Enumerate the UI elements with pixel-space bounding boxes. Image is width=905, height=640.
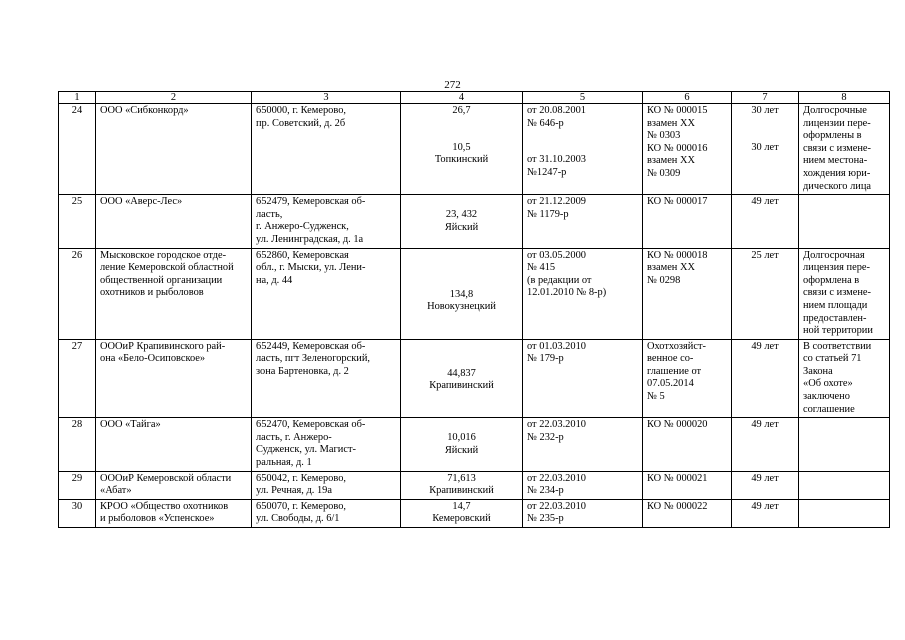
hunting-grounds-table: [58, 91, 890, 528]
license-cell: [643, 418, 732, 471]
district-name: Яйский: [444, 221, 479, 233]
district-name: Новокузнецкий: [427, 301, 496, 313]
organization-line: КРОО «Общество охотников: [100, 500, 229, 512]
order-cell: [523, 195, 643, 248]
order-line: от 22.03.2010: [527, 472, 586, 484]
note-line: лицензия пере-: [803, 262, 870, 274]
table-row: [59, 195, 890, 248]
area-cell: [401, 195, 523, 248]
license-line: № 5: [647, 391, 665, 403]
note-line: оформлена в: [803, 274, 860, 286]
table-row: [59, 248, 890, 339]
note-line: Долгосрочная: [803, 249, 865, 261]
term-cell: [732, 339, 799, 418]
organization-line: ООО «Аверс-Лес»: [100, 196, 183, 208]
table-row: [59, 104, 890, 195]
order-cell: [523, 104, 643, 195]
area-value: 10,5: [452, 141, 471, 153]
area-value: 71,613: [447, 472, 476, 484]
district-name: Крапивинский: [429, 380, 494, 392]
area-value: 26,7: [452, 105, 471, 116]
term-value: 30 лет: [751, 105, 779, 116]
row-number: 29: [59, 471, 96, 499]
note-line: нием местона-: [803, 155, 868, 167]
license-line: взамен ХХ: [647, 117, 695, 129]
note-cell: [799, 195, 890, 248]
organization-cell: [96, 499, 252, 527]
district-name: Яйский: [444, 444, 479, 456]
table-row: [59, 471, 890, 499]
organization-cell: [96, 339, 252, 418]
order-cell: [523, 339, 643, 418]
order-line: № 235-р: [527, 513, 564, 525]
column-header: 4: [401, 92, 523, 104]
note-line: связи с измене-: [803, 142, 871, 154]
note-line: связи с измене-: [803, 287, 871, 299]
term-value: 30 лет: [751, 141, 779, 153]
order-line: от 21.12.2009: [527, 196, 586, 208]
page-number: 272: [444, 79, 461, 91]
order-cell: [523, 248, 643, 339]
organization-cell: [96, 471, 252, 499]
organization-line: она «Бело-Осиповское»: [100, 353, 206, 365]
address-line: на, д. 44: [256, 274, 293, 286]
note-cell: [799, 104, 890, 195]
header-row: [59, 92, 890, 104]
address-cell: [252, 418, 401, 471]
address-line: ул. Речная, д. 19а: [256, 485, 332, 497]
organization-line: ление Кемеровской областной: [100, 262, 234, 274]
row-number: 26: [59, 248, 96, 339]
area-cell: [401, 418, 523, 471]
note-line: хождения юри-: [803, 167, 871, 179]
address-line: Судженск, ул. Магист-: [256, 444, 356, 456]
license-line: КО № 000018: [647, 249, 708, 261]
address-line: ласть, г. Анжеро-: [256, 431, 332, 443]
note-cell: [799, 418, 890, 471]
address-line: 650000, г. Кемерово,: [256, 105, 347, 116]
area-cell: [401, 471, 523, 499]
note-line: заключено: [803, 391, 850, 403]
area-value: 44,837: [447, 367, 476, 379]
license-line: глашение от: [647, 365, 702, 377]
organization-line: ООО «Сибконкорд»: [100, 105, 189, 116]
term-cell: [732, 195, 799, 248]
district-name: Кемеровский: [432, 513, 491, 525]
note-line: предоставлен-: [803, 312, 867, 324]
organization-line: охотников и рыболовов: [100, 287, 204, 299]
note-line: В соответствии: [803, 340, 872, 352]
area-cell: [401, 339, 523, 418]
order-line: № 179-р: [527, 353, 564, 365]
order-line: 12.01.2010 № 8-р): [527, 287, 607, 299]
note-cell: [799, 499, 890, 527]
organization-line: и рыболовов «Успенское»: [100, 513, 215, 525]
organization-cell: [96, 418, 252, 471]
column-header: 7: [732, 92, 799, 104]
term-cell: [732, 104, 799, 195]
address-line: 652479, Кемеровская об-: [256, 196, 366, 208]
order-line: от 22.03.2010: [527, 500, 586, 512]
order-line: от 03.05.2000: [527, 249, 586, 261]
area-value: 23, 432: [445, 209, 478, 221]
address-line: зона Бартеновка, д. 2: [256, 365, 349, 377]
address-cell: [252, 248, 401, 339]
note-cell: [799, 339, 890, 418]
order-line: № 234-р: [527, 485, 564, 497]
license-cell: [643, 471, 732, 499]
area-value: 134,8: [449, 288, 474, 300]
address-line: 652449, Кемеровская об-: [256, 340, 366, 352]
address-line: 650042, г. Кемерово,: [256, 472, 347, 484]
note-line: Долгосрочные: [803, 105, 867, 116]
organization-line: Мысковское городское отде-: [100, 249, 227, 261]
order-line: (в редакции от: [527, 274, 592, 286]
license-cell: [643, 195, 732, 248]
note-line: оформлены в: [803, 130, 862, 142]
district-name: Крапивинский: [429, 485, 494, 497]
term-value: 25 лет: [751, 249, 779, 261]
row-number: 27: [59, 339, 96, 418]
term-value: 49 лет: [751, 419, 779, 431]
license-line: КО № 000017: [647, 196, 708, 208]
order-line: от 22.03.2010: [527, 419, 586, 431]
area-value: 14,7: [452, 500, 471, 512]
license-cell: [643, 104, 732, 195]
order-line: №1247-р: [527, 166, 567, 178]
license-line: КО № 000022: [647, 500, 708, 512]
area-cell: [401, 499, 523, 527]
order-line: от 31.10.2003: [527, 154, 586, 166]
license-line: КО № 000021: [647, 472, 708, 484]
organization-cell: [96, 195, 252, 248]
license-line: взамен ХХ: [647, 262, 695, 274]
term-value: 49 лет: [751, 196, 779, 208]
address-line: обл., г. Мыски, ул. Лени-: [256, 262, 366, 274]
order-line: № 1179-р: [527, 208, 569, 220]
organization-line: ОООиР Крапивинского рай-: [100, 340, 226, 352]
address-cell: [252, 104, 401, 195]
license-line: 07.05.2014: [647, 378, 694, 390]
license-line: КО № 000020: [647, 419, 708, 431]
column-header: 6: [643, 92, 732, 104]
column-header: 3: [252, 92, 401, 104]
table-row: [59, 418, 890, 471]
address-cell: [252, 499, 401, 527]
note-cell: [799, 248, 890, 339]
column-header: 2: [96, 92, 252, 104]
row-number: 30: [59, 499, 96, 527]
license-line: КО № 000016: [647, 142, 708, 154]
address-line: 650070, г. Кемерово,: [256, 500, 347, 512]
organization-line: ООО «Тайга»: [100, 419, 161, 431]
organization-cell: [96, 104, 252, 195]
district-name: Топкинский: [434, 154, 489, 166]
column-header: 5: [523, 92, 643, 104]
column-header: 1: [59, 92, 96, 104]
row-number: 28: [59, 418, 96, 471]
note-line: Закона: [803, 365, 833, 377]
order-line: № 415: [527, 262, 556, 274]
order-line: от 20.08.2001: [527, 105, 586, 116]
order-line: № 232-р: [527, 431, 564, 443]
license-line: КО № 000015: [647, 105, 708, 116]
license-cell: [643, 248, 732, 339]
area-value: 10,016: [447, 432, 476, 444]
area-cell: [401, 248, 523, 339]
term-value: 49 лет: [751, 500, 779, 512]
note-line: лицензии пере-: [803, 117, 871, 129]
license-line: № 0303: [647, 130, 681, 142]
note-line: нием площади: [803, 299, 868, 311]
term-cell: [732, 248, 799, 339]
organization-line: общественной организации: [100, 274, 223, 286]
note-line: со статьей 71: [803, 353, 862, 365]
license-line: Охотхозяйст-: [647, 340, 706, 352]
address-cell: [252, 195, 401, 248]
license-cell: [643, 339, 732, 418]
organization-line: «Абат»: [100, 485, 132, 497]
table-row: [59, 499, 890, 527]
license-line: взамен ХХ: [647, 155, 695, 167]
license-cell: [643, 499, 732, 527]
license-line: № 0309: [647, 167, 681, 179]
license-line: № 0298: [647, 274, 681, 286]
order-cell: [523, 418, 643, 471]
area-cell: [401, 104, 523, 195]
address-line: ул. Ленинградская, д. 1а: [256, 233, 364, 245]
column-header: 8: [799, 92, 890, 104]
row-number: 24: [59, 104, 96, 195]
organization-cell: [96, 248, 252, 339]
address-line: ул. Свободы, д. 6/1: [256, 513, 340, 525]
address-line: 652860, Кемеровская: [256, 249, 349, 261]
row-number: 25: [59, 195, 96, 248]
note-line: дического лица: [803, 180, 871, 192]
address-cell: [252, 339, 401, 418]
note-cell: [799, 471, 890, 499]
order-cell: [523, 499, 643, 527]
address-line: г. Анжеро-Судженск,: [256, 221, 349, 233]
address-cell: [252, 471, 401, 499]
address-line: ласть,: [256, 208, 283, 220]
license-line: венное со-: [647, 353, 694, 365]
term-value: 49 лет: [751, 472, 779, 484]
term-cell: [732, 418, 799, 471]
order-cell: [523, 471, 643, 499]
organization-line: ОООиР Кемеровской области: [100, 472, 232, 484]
term-cell: [732, 499, 799, 527]
note-line: «Об охоте»: [803, 378, 853, 390]
address-line: ласть, пгт Зеленогорский,: [256, 353, 370, 365]
term-cell: [732, 471, 799, 499]
table-row: [59, 339, 890, 418]
order-line: от 01.03.2010: [527, 340, 586, 352]
address-line: 652470, Кемеровская об-: [256, 419, 366, 431]
address-line: пр. Советский, д. 2б: [256, 117, 346, 129]
note-line: ной территории: [803, 325, 873, 337]
address-line: ральная, д. 1: [256, 457, 312, 469]
term-value: 49 лет: [751, 340, 779, 352]
note-line: соглашение: [803, 403, 855, 415]
order-line: № 646-р: [527, 117, 564, 129]
